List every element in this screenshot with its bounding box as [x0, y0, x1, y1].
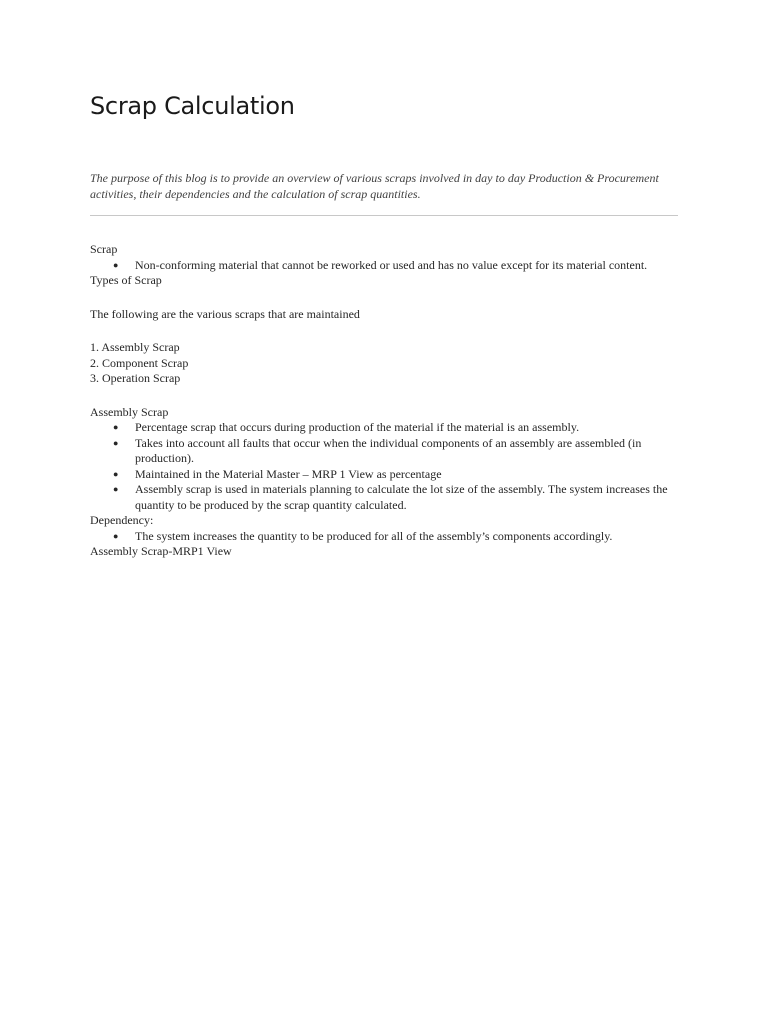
bullet-icon: ● [113, 468, 119, 479]
bullet-icon: ● [113, 259, 119, 270]
spacer [90, 289, 680, 307]
dependency-heading: Dependency: [90, 513, 154, 527]
intro-paragraph: The purpose of this blog is to provide an overview of various scraps involved in day to day Production & Procurement activities, their dependencies and the calculation of scrap quantities. [90, 171, 659, 201]
list-item [90, 467, 680, 483]
types-list-item: 2. Component Scrap [90, 355, 189, 370]
bullet-icon: ● [113, 530, 119, 541]
scrap-heading: Scrap [90, 242, 118, 256]
types-heading: Types of Scrap [90, 273, 162, 287]
list-item-text: Non-conforming material that cannot be reworked or used and has no value except for its material content. [135, 257, 648, 272]
list-item-text: Takes into account all faults that occur when the individual components of an assembly are assembled (in production). [135, 435, 642, 465]
assembly-bullet-list [90, 420, 680, 513]
bullet-icon: ● [113, 422, 119, 432]
horizontal-divider [90, 215, 678, 216]
list-item [90, 436, 680, 467]
list-item-text: Assembly scrap is used in materials planning to calculate the lot size of the assembly. The system increases the quantity to be produced by the scrap quantity calculated. [135, 482, 668, 512]
spacer [90, 322, 680, 340]
types-list-item: 1. Assembly Scrap [90, 340, 180, 354]
document-body [90, 242, 680, 560]
bullet-icon: ● [113, 484, 119, 494]
list-item-text: Maintained in the Material Master – MRP 1 View as percentage [135, 466, 442, 481]
page-title: Scrap Calculation [90, 92, 295, 120]
types-list-item: 3. Operation Scrap [90, 371, 181, 385]
list-item [90, 482, 680, 513]
list-item-text: The system increases the quantity to be produced for all of the assembly’s components accordingly. [135, 528, 613, 543]
list-item [90, 420, 680, 436]
spacer [90, 387, 680, 405]
dependency-bullet-list [90, 529, 680, 545]
scrap-bullet-list [90, 258, 680, 274]
list-item [90, 529, 680, 545]
types-intro: The following are the various scraps that are maintained [90, 306, 360, 321]
assembly-scrap-heading: Assembly Scrap [90, 404, 169, 419]
bullet-icon: ● [113, 437, 119, 448]
list-item [90, 258, 680, 274]
assembly-view-label: Assembly Scrap-MRP1 View [90, 544, 232, 558]
list-item-text: Percentage scrap that occurs during production of the material if the material is an assembly. [135, 420, 580, 434]
